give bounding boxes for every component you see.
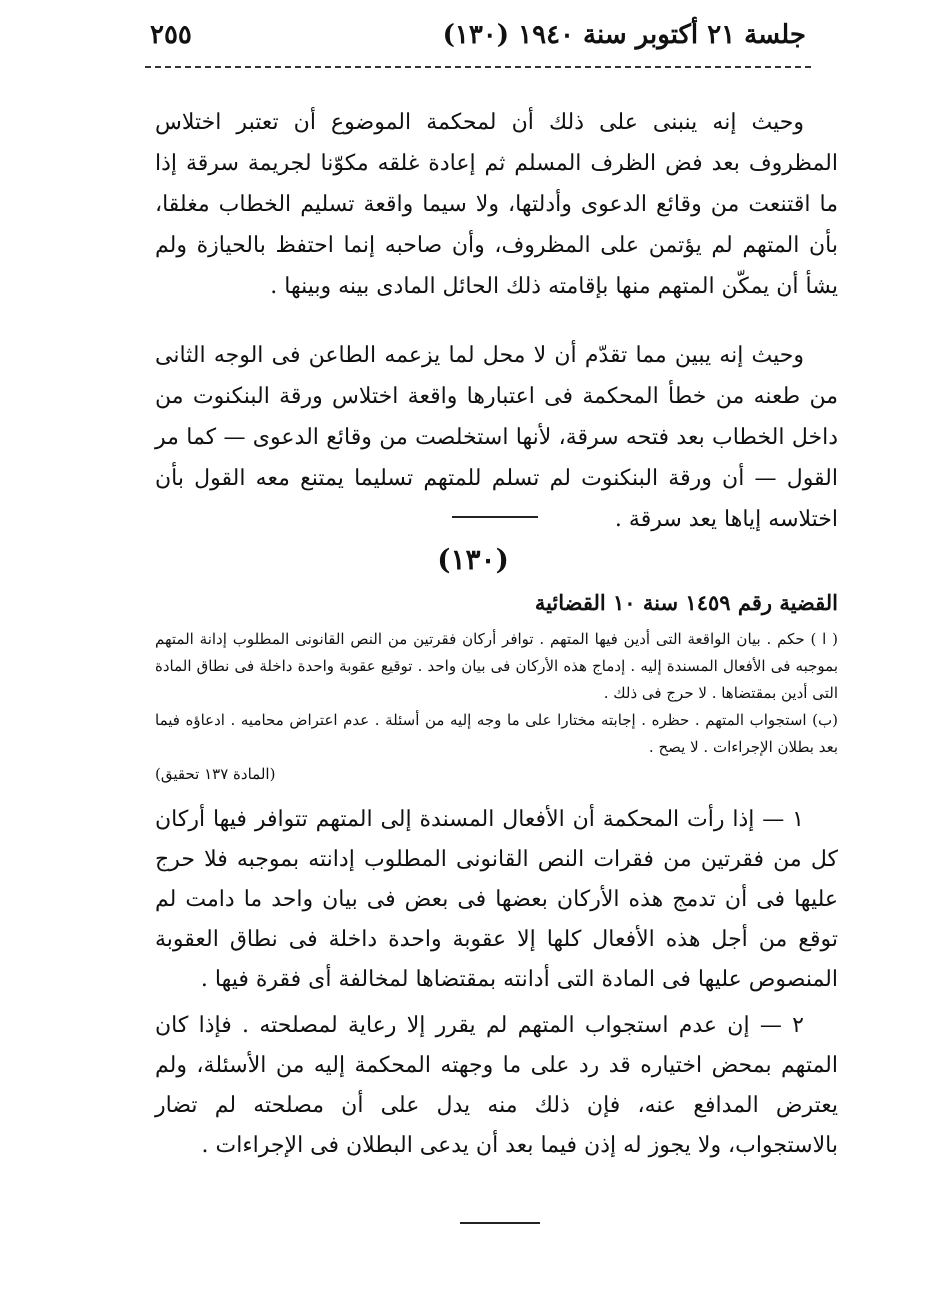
- paragraph-2: [155, 335, 838, 540]
- legal-principles: [155, 800, 838, 1172]
- header-title: جلسة ٢١ أكتوبر سنة ١٩٤٠ (١٣٠): [442, 20, 806, 50]
- section-divider: [452, 516, 538, 518]
- principle-2: ٢ — إن عدم استجواب المتهم لم يقرر إلا رعاية لمصلحته . فإذا كان المتهم بمحض اختياره قد رد على ما وجهته المحكمة إليه من الأسئلة، ولم يعترض المدافع عنه، فإن ذلك منه يدل على أن مصلحته لم تضار بالاستجواب، ولا يجوز له إذن فيما بعد أن يدعى البطلان فى الإجراءات .: [155, 1013, 838, 1158]
- principle-1: ١ — إذا رأت المحكمة أن الأفعال المسندة إلى المتهم تتوافر فيها أركان كل من فقرتين من فقرات النص القانونى المطلوب إدانته بموجبه فلا حرج عليها فى أن تدمج هذه الأركان بعضها فى بعض فى بيان واحد ما دامت لم توقع من أجل هذه الأفعال كلها إلا عقوبة واحدة داخلة فى نطاق العقوبة المنصوص عليها فى المادة التى أدانته بمقتضاها لمخالفة أى فقرة فيها .: [155, 807, 838, 992]
- summary-item-b: (ب) استجواب المتهم . حظره . إجابته مختارا على ما وجه إليه من أسئلة . عدم اعتراض محاميه . ادعاؤه فيما بعد بطلان الإجراءات . لا يصح .: [155, 711, 838, 756]
- summary-item-b-row: [155, 707, 838, 761]
- case-summary: [155, 626, 838, 788]
- case-number: (١٣٠): [437, 543, 509, 576]
- case-reference: القضية رقم ١٤٥٩ سنة ١٠ القضائية: [534, 590, 838, 615]
- paragraph-text: وحيث إنه يبين مما تقدّم أن لا محل لما يزعمه الطاعن فى الوجه الثانى من طعنه من خطأ المحكمة فى اعتبارها واقعة اختلاس ورقة البنكنوت من داخل الخطاب بعد فتحه سرقة، لأنها استخلصت من وقائع الدعوى — كما مر القول — أن ورقة البنكنوت لم تسلم للمتهم تسليما يمتنع معه القول بأن اختلاسه إياها يعد سرقة .: [155, 343, 838, 532]
- header-rule: [145, 66, 811, 68]
- page-header: [150, 16, 806, 62]
- paragraph-1: [155, 102, 838, 307]
- footer-divider: [460, 1222, 540, 1224]
- article-reference: (المادة ١٣٧ تحقيق): [155, 765, 276, 783]
- page-number: ٢٥٥: [150, 20, 192, 50]
- summary-item-a: ( ا ) حكم . بيان الواقعة التى أدين فيها المتهم . توافر أركان فقرتين من النص القانونى المطلوب إدانة المتهم بموجبه فى الأفعال المسندة إليه . إدماج هذه الأركان فى بيان واحد . توقيع عقوبة واحدة داخلة فى نطاق المادة التى أدين بمقتضاها . لا حرج فى ذلك .: [155, 630, 838, 702]
- paragraph-text: وحيث إنه ينبنى على ذلك أن لمحكمة الموضوع أن تعتبر اختلاس المظروف بعد فض الظرف المسلم ثم إعادة غلقه مكوّنا لجريمة سرقة إذا ما اقتنعت من وقائع الدعوى وأدلتها، ولا سيما واقعة تسليم الخطاب مغلقا، بأن المتهم لم يؤتمن على المظروف، وأن صاحبه إنما احتفظ بالحيازة ولم يشأ أن يمكّن المتهم منها بإقامته ذلك الحائل المادى بينه وبينها .: [155, 110, 838, 299]
